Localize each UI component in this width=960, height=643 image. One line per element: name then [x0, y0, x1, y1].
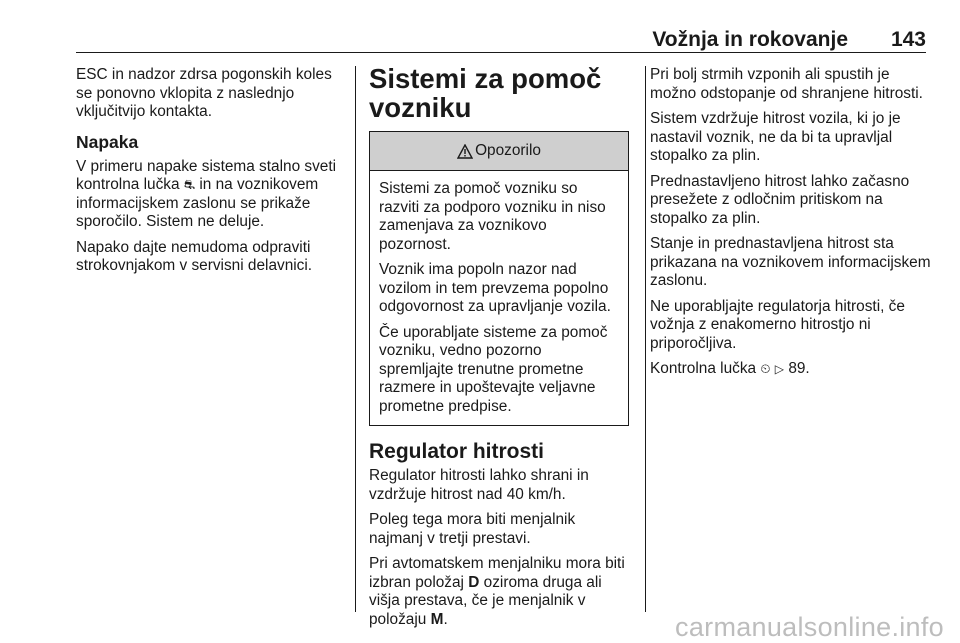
fault-text-before: V primeru napake sistema stalno sveti kontrolna lučka [76, 157, 337, 193]
col3-text-3: Prednastavljeno hitrost lahko začasno presežete z odločnim pritiskom na stopalko za plin. [650, 172, 910, 227]
col3-text-5: Ne uporabljajte regulatorja hitrosti, če vožnja z enakomerno hitrostjo ni priporočljiva. [650, 297, 905, 352]
column-1 [76, 66, 348, 283]
traction-control-warning-icon: ⛐ [183, 177, 196, 192]
col3-text-2: Sistem vzdržuje hitrost vozila, ki jo je nastavil voznik, ne da bi ta upravljal stopalko za plin. [650, 110, 901, 164]
indicator-reference [650, 360, 932, 379]
col3-text-1: Pri bolj strmih vzponih ali spustih je možno odstopanje od shranjene hitrosti. [650, 66, 923, 102]
cruise-text-2: Poleg tega mora biti menjalnik najmanj v tretji prestavi. [369, 511, 576, 547]
fault-text-after: in na voznikovem informacijskem zaslonu se prikaže sporočilo. Sistem ne deluje. [76, 176, 319, 230]
cruise-text-3a: Pri avtomatskem menjalniku mora biti izbran položaj [369, 555, 625, 591]
column-3 [650, 66, 932, 386]
chapter-title: Vožnja in rokovanje [652, 28, 848, 51]
warning-header [370, 132, 628, 171]
page-reference-number[interactable]: 89. [788, 360, 810, 377]
warning-box [369, 131, 629, 426]
column-divider-2 [645, 66, 646, 612]
watermark: carmanualsonline.info [675, 612, 944, 642]
header-rule [76, 52, 926, 53]
warning-text-3: Če uporabljate sisteme za pomoč vozniku, vedno pozorno spremljajte trenutne prometne razmere in upoštevajte veljavne prometne predpise. [379, 323, 608, 415]
column-divider-1 [355, 66, 356, 612]
warning-triangle-icon [457, 144, 473, 159]
cruise-text-3c: oziroma druga ali višja prestava, če je menjalnik v položaju [369, 573, 602, 628]
fault-heading: Napaka [76, 131, 139, 152]
cruise-control-heading: Regulator hitrosti [369, 440, 545, 463]
cruise-text-3e: . [443, 610, 448, 628]
cruise-text-3 [369, 555, 633, 629]
cruise-control-icon: ⏲ [760, 361, 771, 376]
warning-label: Opozorilo [475, 142, 541, 159]
fault-text [76, 158, 348, 232]
warning-text-1: Sistemi za pomoč vozniku so razviti za podporo vozniku in niso zamenjava za voznikovo pozornost. [379, 180, 606, 253]
workshop-text: Napako dajte nemudoma odpraviti strokovnjakom v servisni delavnici. [76, 238, 313, 274]
col3-text-4: Stanje in prednastavljena hitrost sta prikazana na voznikovem informacijskem zaslonu. [650, 235, 931, 289]
page-header [76, 28, 926, 54]
column-2 [369, 63, 633, 636]
gear-m: M [430, 610, 444, 628]
page-number: 143 [890, 28, 926, 51]
section-title: Sistemi za pomoč vozniku [369, 63, 602, 123]
page-reference-arrow-icon[interactable]: ▷ [774, 362, 785, 376]
cruise-text-1: Regulator hitrosti lahko shrani in vzdržuje hitrost nad 40 km/h. [369, 467, 589, 503]
warning-body [370, 171, 628, 425]
esc-reactivation-text: ESC in nadzor zdrsa pogonskih koles se ponovno vklopita z naslednjo vključitvijo kontakta. [76, 66, 332, 120]
gear-d: D [468, 573, 480, 591]
indicator-text: Kontrolna lučka [650, 360, 757, 377]
warning-text-2: Voznik ima popoln nazor nad vozilom in tem prevzema popolno odgovornost za upravljanje vozila. [379, 261, 611, 315]
